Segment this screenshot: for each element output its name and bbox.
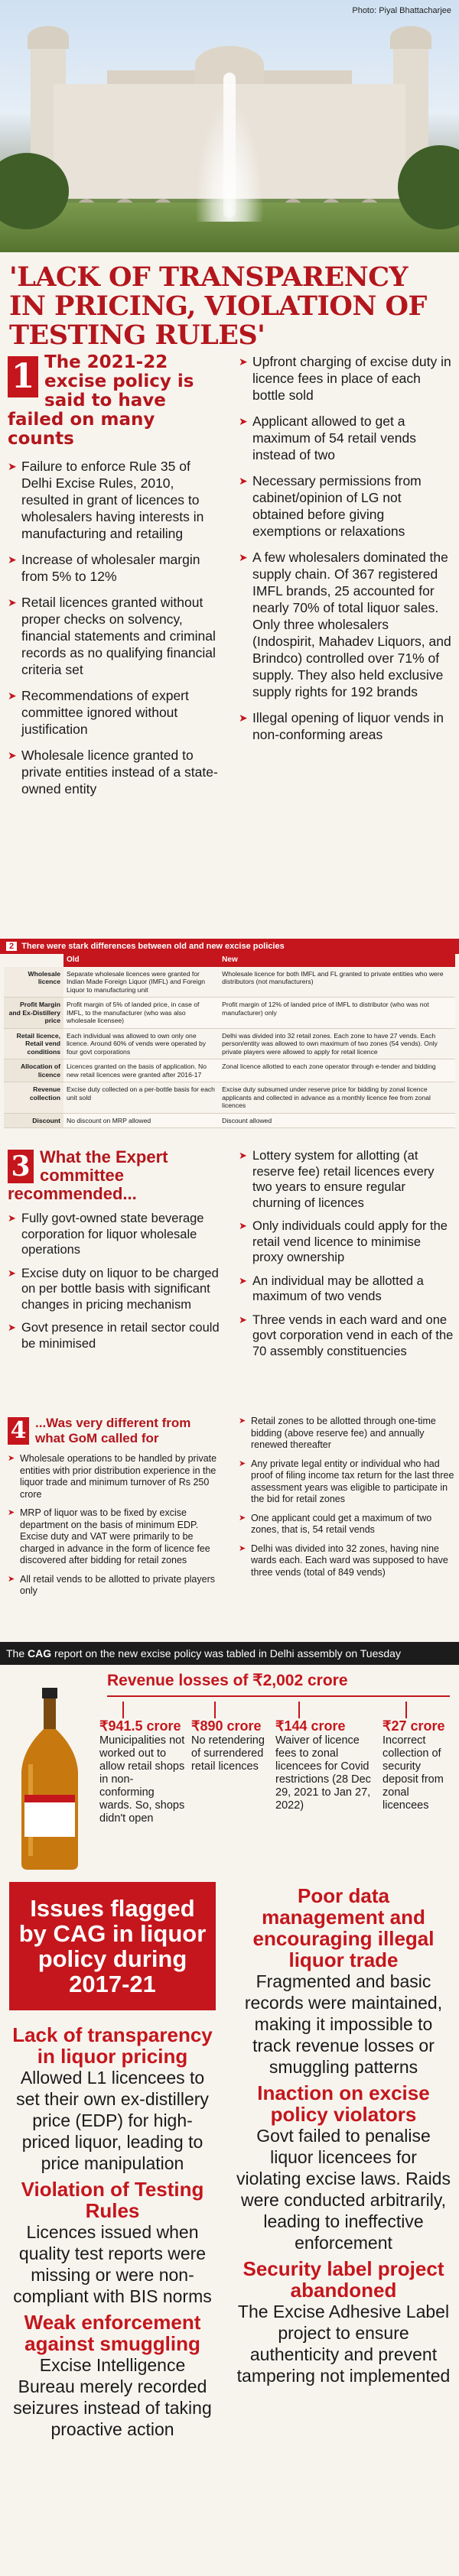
bullet-item: ➤ A few wholesalers dominated the supply chain. Of 367 registered IMFL brands, 25 accounted for nearly 70% of total liquor sales. Only three wholesalers (Indospirit, Mahadev Liquors, and Brindco) controlled over 71% of supply. They also held exclusive supply rights for 192 brands: [239, 549, 454, 700]
bullet-item: ➤ Wholesale licence granted to private entities instead of a state-owned entity: [8, 747, 223, 797]
section1-right-column: [239, 353, 454, 743]
table-row: [4, 1082, 455, 1114]
cag-bar-pre: The: [6, 1647, 28, 1659]
cell-old: Licences granted on the basis of application. No new retail licences were granted after 2016-17: [63, 1059, 219, 1082]
cell-new: Zonal licence allotted to each zone operator through e-tender and bidding: [219, 1059, 455, 1082]
column-header-old: Old: [63, 954, 219, 967]
cag-issues: [0, 1879, 459, 2576]
section3-left-column: [8, 1148, 223, 1351]
revenue-amount: ₹890 crore: [191, 1718, 262, 1734]
comparison-title: There were stark differences between old and new excise policies: [21, 942, 285, 951]
bullet-item: ➤ Three vends in each ward and one govt corporation vend in each of the 70 assembly constituencies: [239, 1312, 454, 1360]
issue-heading: Weak enforcement against smuggling: [24, 2311, 201, 2355]
section4-lead-text: ...Was very different from what GoM called for: [35, 1416, 191, 1445]
column-header-new: New: [219, 954, 455, 967]
issues-left-column: [9, 1882, 216, 2440]
revenue-amount: ₹144 crore: [275, 1718, 346, 1734]
section-number-badge: 1: [8, 356, 38, 397]
bullet-item: ➤ Only individuals could apply for the retail vend licence to minimise proxy ownership: [239, 1218, 454, 1266]
row-label: Wholesale licence: [4, 967, 63, 998]
issue-heading: Security label project abandoned: [243, 2257, 444, 2302]
cag-bar-bold: CAG: [28, 1647, 52, 1659]
issue-heading: Poor data management and encouraging illegal liquor trade: [252, 1884, 435, 1971]
issue-text: Fragmented and basic records were maintained, making it impossible to track revenue losses or smuggling patterns: [244, 1971, 443, 2077]
section-number-badge: 4: [8, 1417, 29, 1445]
headline-block: [0, 252, 459, 355]
cell-new: Delhi was divided into 32 retail zones. Each zone to have 27 vends. Each person/entity was allowed to own maximum of two zones (54 vends). Only private players were allowed to apply for retail licence: [219, 1028, 455, 1059]
bullet-item: ➤ An individual may be allotted a maximum of two vends: [239, 1273, 454, 1305]
row-label: Discount: [4, 1113, 63, 1128]
cell-new: Profit margin of 12% of landed price of IMFL to distributor (who was not manufacturer) only: [219, 998, 455, 1029]
bullet-item: ➤ Recommendations of expert committee ignored without justification: [8, 687, 223, 738]
bullet-item: ➤ MRP of liquor was to be fixed by excise department on the basis of minimum EDP. Excise duty and VAT were primarily to be charged in advance in the form of licence fee discovered after bidding for retail zones: [8, 1507, 223, 1567]
cell-old: Each individual was allowed to own only one licence. Around 60% of vends were operated by four govt corporations: [63, 1028, 219, 1059]
bullet-item: ➤ Wholesale operations to be handled by private entities with prior distribution experience in the liquor trade and minimum turnover of Rs 250 crore: [8, 1453, 223, 1501]
headline: 'LACK OF TRANSPARENCY IN PRICING, VIOLATION OF TESTING RULES': [9, 261, 427, 351]
comparison-table: [4, 954, 455, 1128]
revenue-desc: Municipalities not worked out to allow retail shops in non-conforming wards. So, shops didn't open: [99, 1734, 185, 1825]
bullet-item: ➤ Necessary permissions from cabinet/opinion of LG not obtained before giving exemptions or relaxations: [239, 472, 454, 540]
bullet-item: ➤ Applicant allowed to get a maximum of 54 retail vends instead of two: [239, 413, 454, 463]
fountain: [195, 99, 264, 222]
revenue-desc: No retendering of surrendered retail licences: [191, 1734, 265, 1773]
cell-new: Wholesale licence for both IMFL and FL granted to private entities who were distributors (not manufacturers): [219, 967, 455, 998]
revenue-desc: Waiver of licence fees to zonal licencees for Covid restrictions (28 Dec 29, 2021 to Jan 27, 2022): [275, 1734, 371, 1812]
row-label: Allocation of licence: [4, 1059, 63, 1082]
row-label: Retail licence, Retail vend conditions: [4, 1028, 63, 1059]
section4-lead: [8, 1416, 223, 1446]
cell-old: Profit margin of 5% of landed price, in case of IMFL, to the manufacturer (who was also wholesale licensee): [63, 998, 219, 1029]
revenue-amount: ₹941.5 crore: [99, 1718, 181, 1734]
section-recommendations: [0, 1148, 459, 1637]
revenue-losses: [0, 1665, 459, 1879]
issue-heading: Inaction on excise policy violators: [257, 2081, 430, 2126]
revenue-desc: Incorrect collection of security deposit from zonal licencees: [382, 1734, 444, 1812]
bullet-item: ➤ All retail vends to be allotted to private players only: [8, 1574, 223, 1598]
cell-old: Excise duty collected on a per-bottle basis for each unit sold: [63, 1082, 219, 1114]
bullet-item: ➤ Illegal opening of liquor vends in non-conforming areas: [239, 709, 454, 743]
revenue-item: [191, 1702, 268, 1773]
section4-left-column: [8, 1416, 223, 1598]
issue-text: Allowed L1 licencees to set their own ex-distillery price (EDP) for high-priced liquor, leading to price manipulation: [16, 2068, 209, 2173]
revenue-rule: [107, 1695, 450, 1697]
issue-text: Excise Intelligence Bureau merely recorded seizures instead of taking proactive action: [13, 2355, 212, 2439]
section-number-badge: 3: [8, 1150, 34, 1183]
issues-header: Issues flagged by CAG in liquor policy during 2017-21: [9, 1882, 216, 2010]
cell-new: Discount allowed: [219, 1113, 455, 1128]
bullet-item: ➤ Excise duty on liquor to be charged on per bottle basis with significant changes in pricing mechanism: [8, 1266, 223, 1313]
cag-report-bar: [0, 1642, 459, 1665]
cag-bar-post: report on the new excise policy was tabled in Delhi assembly on Tuesday: [51, 1647, 401, 1659]
table-row: [4, 998, 455, 1029]
revenue-tick: [298, 1702, 300, 1718]
revenue-title: Revenue losses of ₹2,002 crore: [107, 1672, 348, 1689]
header-photo: [0, 0, 459, 252]
row-label: Profit Margin and Ex-Distillery price: [4, 998, 63, 1029]
section-failures: [0, 353, 459, 942]
bullet-item: ➤ Failure to enforce Rule 35 of Delhi Excise Rules, 2010, resulted in grant of licences to wholesalers having interests in manufacturing and retailing: [8, 458, 223, 542]
bullet-item: ➤ Upfront charging of excise duty in licence fees in place of each bottle sold: [239, 353, 454, 404]
revenue-tick: [122, 1702, 124, 1718]
bullet-item: ➤ Govt presence in retail sector could be minimised: [8, 1320, 223, 1351]
section-number-badge: 2: [6, 942, 17, 951]
section1-lead: [8, 353, 223, 449]
issue-heading: Lack of transparency in liquor pricing: [12, 2023, 213, 2068]
comparison-banner: [0, 939, 459, 954]
revenue-tick: [214, 1702, 216, 1718]
bullet-item: ➤ Delhi was divided into 32 zones, having nine wards each. Each ward was supposed to have three vends (total of 849 vends): [239, 1543, 454, 1579]
section4-right-column: [239, 1416, 454, 1578]
table-row: [4, 1113, 455, 1128]
bullet-item: ➤ Increase of wholesaler margin from 5% to 12%: [8, 551, 223, 585]
issue-heading: Violation of Testing Rules: [21, 2178, 204, 2222]
table-corner: [4, 954, 63, 967]
photo-credit: Photo: Piyal Bhattacharjee: [352, 6, 451, 15]
bullet-item: ➤ Lottery system for allotting (at reserve fee) retail licences every two years to ensure regular churning of licences: [239, 1148, 454, 1211]
cell-old: No discount on MRP allowed: [63, 1113, 219, 1128]
revenue-tick: [405, 1702, 407, 1718]
section3-right-column: [239, 1148, 454, 1359]
section3-lead: [8, 1148, 223, 1203]
issue-text: Licences issued when quality test reports were missing or were non-compliant with BIS norms: [13, 2222, 212, 2306]
section1-left-column: [8, 353, 223, 797]
bullet-item: ➤ Retail zones to be allotted through one-time bidding (above reserve fee) and annually renewed thereafter: [239, 1416, 454, 1452]
bullet-item: ➤ One applicant could get a maximum of two zones, that is, 54 retail vends: [239, 1513, 454, 1536]
revenue-amount: ₹27 crore: [382, 1718, 445, 1734]
issues-right-column: [236, 1885, 451, 2386]
table-row: [4, 1028, 455, 1059]
table-header-row: [4, 954, 455, 967]
liquor-bottle-icon: [8, 1688, 92, 1871]
row-label: Revenue collection: [4, 1082, 63, 1114]
issue-text: The Excise Adhesive Label project to ensure authenticity and prevent tampering not implemented: [236, 2302, 451, 2386]
cell-new: Excise duty subsumed under reserve price for bidding by zonal licence applicants and collected in advance as a monthly licence fee from zonal licences: [219, 1082, 455, 1114]
table-row: [4, 967, 455, 998]
section1-lead-text: The 2021-22 excise policy is said to have failed on many counts: [8, 352, 194, 449]
bullet-item: ➤ Any private legal entity or individual who had proof of filing income tax return for the last three assessment years was eligible to participate in the bid for retail zones: [239, 1458, 454, 1506]
cell-old: Separate wholesale licences were granted for Indian Made Foreign Liquor (IMFL) and Foreign Liquor to manufacturing unit: [63, 967, 219, 998]
section3-lead-text: What the Expert committee recommended...: [8, 1147, 168, 1203]
revenue-item: [99, 1702, 185, 1825]
issue-text: Govt failed to penalise liquor licencees for violating excise laws. Raids were conducted arbitrarily, leading to ineffective enforcement: [236, 2126, 451, 2253]
bullet-item: ➤ Retail licences granted without proper checks on solvency, financial statements and criminal records as no qualifying financial criteria set: [8, 594, 223, 678]
revenue-item: [275, 1702, 375, 1812]
bullet-item: ➤ Fully govt-owned state beverage corporation for liquor wholesale operations: [8, 1211, 223, 1258]
revenue-item: [382, 1702, 456, 1812]
table-row: [4, 1059, 455, 1082]
